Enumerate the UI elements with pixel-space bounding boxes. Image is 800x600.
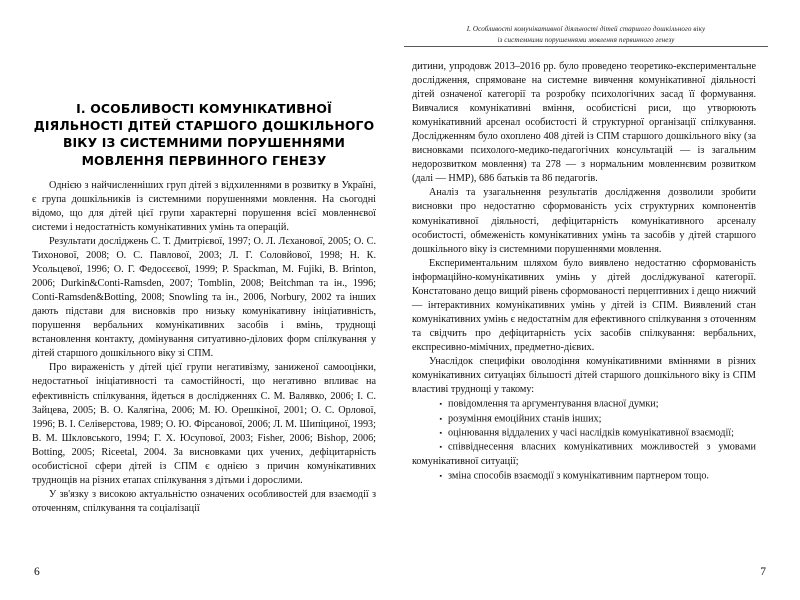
list-item [412,426,756,440]
list-item-label: зміна способів взаємодії з комунікативним партнером тощо. [448,470,709,482]
list-item [412,469,756,483]
running-head-line-2: із системними порушеннями мовлення первинного генезу [497,35,675,44]
right-paragraph-1: дитини, упродовж 2013–2016 рр. було проведено теоретико-експериментальне дослідження, спрямоване на системне вивчення комунікативної діяльності дітей означеної категорії та розробку психологічних засад її формування. Вивчалися комунікативні вміння, особистісні риси, що утворюють комунікативний арсенал особистості й структурної організації спілкування. Дослідженням було охоплено 408 дітей із СПМ старшого дошкільного віку (за висновками психолого-медико-педагогічних консультацій — із загальним недорозвитком мовлення) та 278 — з нормальним мовленнєвим розвитком (далі — НМР), 686 батьків та 86 педагогів. [412,61,756,185]
left-paragraph-1: Однією з найчисленніших груп дітей з відхиленнями в розвитку в Україні, є група дошкільників із системними порушеннями мовлення. На сьогодні відомо, що для дітей цієї групи характерні порушення всієї мовленнєвої системи і недостатність комунікативних умінь та операцій. [32,179,376,233]
right-paragraph-2: Аналіз та узагальнення результатів дослідження дозволили зробити висновки про недостатню сформованість усіх структурних компонентів комунікативної діяльності, дефіцитарність комунікативного арсеналу особистості, обмеженість комунікативних умінь та засобів у дітей старшого дошкільного віку із системними порушеннями мовлення. [412,187,756,255]
list-item-label: співвіднесення власних комунікативних можливостей з умовами комунікативної ситуації; [412,441,756,467]
right-page-column [412,0,756,483]
chapter-title-line-3: ВІКУ ІЗ СИСТЕМНИМИ ПОРУШЕННЯМИ [62,135,346,151]
bullet-icon [412,412,448,426]
chapter-title-line-4: МОВЛЕННЯ ПЕРВИННОГО ГЕНЕЗУ [81,152,327,168]
bullet-icon [412,397,448,411]
list-item [412,440,756,468]
chapter-title [32,100,376,169]
left-paragraph-2: Результати досліджень С. Т. Дмитрієвої, 1997; О. Л. Лєханової, 2005; О. С. Тихонової, 2008; О. С. Павлової, 2003; Л. Г. Соловйової, 1998; Н. К. Усольцевої, 1996; О. Г. Федосєєвої, 1999; P. Spackman, M. Fujiki, B. Brinton, 2006; Durkin&Conti-Ramsden, 2007; Tomblin, 2008; Beitchman та ін., 1996; Conti-Ramsden&Botting, 2008; Snowling та ін., 2006, Norbury, 2002 та інших дають підстави для висновків про низьку комунікативну ініціативність, порушення вербальних комунікативних засобів і вмінь, труднощі встановлення контакту, домінування ситуативно-ділових форм спілкування у дітей старшого дошкільного віку зі СПМ. [32,236,376,360]
bullet-icon [412,426,448,440]
bullet-icon [412,440,448,454]
list-item-label: розуміння емоційних станів інших; [448,412,602,424]
left-paragraph-4: У зв'язку з високою актуальністю означених особливостей для взаємодії з оточенням, спілкування та соціалізації [32,488,376,514]
chapter-title-line-1: I. ОСОБЛИВОСТІ КОМУНІКАТИВНОЇ [76,101,332,116]
page-number-left: 6 [34,566,40,578]
list-item [412,412,756,426]
bullet-icon [412,469,448,483]
list-item [412,397,756,411]
left-page-column [32,0,376,516]
chapter-title-line-2: ДІЯЛЬНОСТІ ДІТЕЙ СТАРШОГО ДОШКІЛЬНОГО [33,118,375,134]
left-paragraph-3: Про вираженість у дітей цієї групи негативізму, заниженої самооцінки, недостатньої ініціативності та самостійності, що негативно впливає на ефективність спілкування, йдеться в дослідженнях С. М. Валявко, 2006; І. С. Зайцева, 2005; В. О. Калягіна, 2006; М. Ю. Орешкіної, 2001; О. С. Орлової, 1996; В. І. Селіверстова, 1989; О. Ю. Фірсанової, 2006; Л. М. Шипіциної, 1993; В. М. Шкловського, 1994; Г. Х. Юсупової, 2003; Fisher, 2006; Bishop, 2006; Botting, 2005; Riceetal, 2004. За висновками цих учених, дефіцитарність особистісної сфери дітей із СПМ є однією з причин комунікативних труднощів на різних етапах спілкування з дітьми і дорослими. [32,362,376,486]
right-paragraph-4: Унаслідок специфіки оволодіння комунікативними вміннями в різних комунікативних ситуаціях більшості дітей старшого дошкільного віку із СПМ властиві труднощі у такому: [412,355,756,396]
page-number-right: 7 [760,566,766,578]
list-item-label: повідомлення та аргументування власної думки; [448,398,659,410]
list-item-label: оцінювання віддалених у часі наслідків комунікативної взаємодії; [448,427,734,439]
running-head-line-1: I. Особливості комунікативної діяльності дітей старшого дошкільного віку [466,25,706,33]
communication-difficulties-list [412,397,756,483]
right-paragraph-3: Експериментальним шляхом було виявлено недостатню сформованість інформаційно-комунікативних умінь у дітей досліджуваної категорії. Констатовано дещо вищий рівень сформованості перцептивних і дещо нижчий — інтерактивних комунікативних умінь у дітей із СПМ. Виявлений стан комунікативних умінь є недостатнім для ефективного спілкування з оточенням та свідчить про дефіцитарність усіх засобів спілкування: вербальних, експресивно-мімічних, предметно-дієвих. [412,257,756,353]
